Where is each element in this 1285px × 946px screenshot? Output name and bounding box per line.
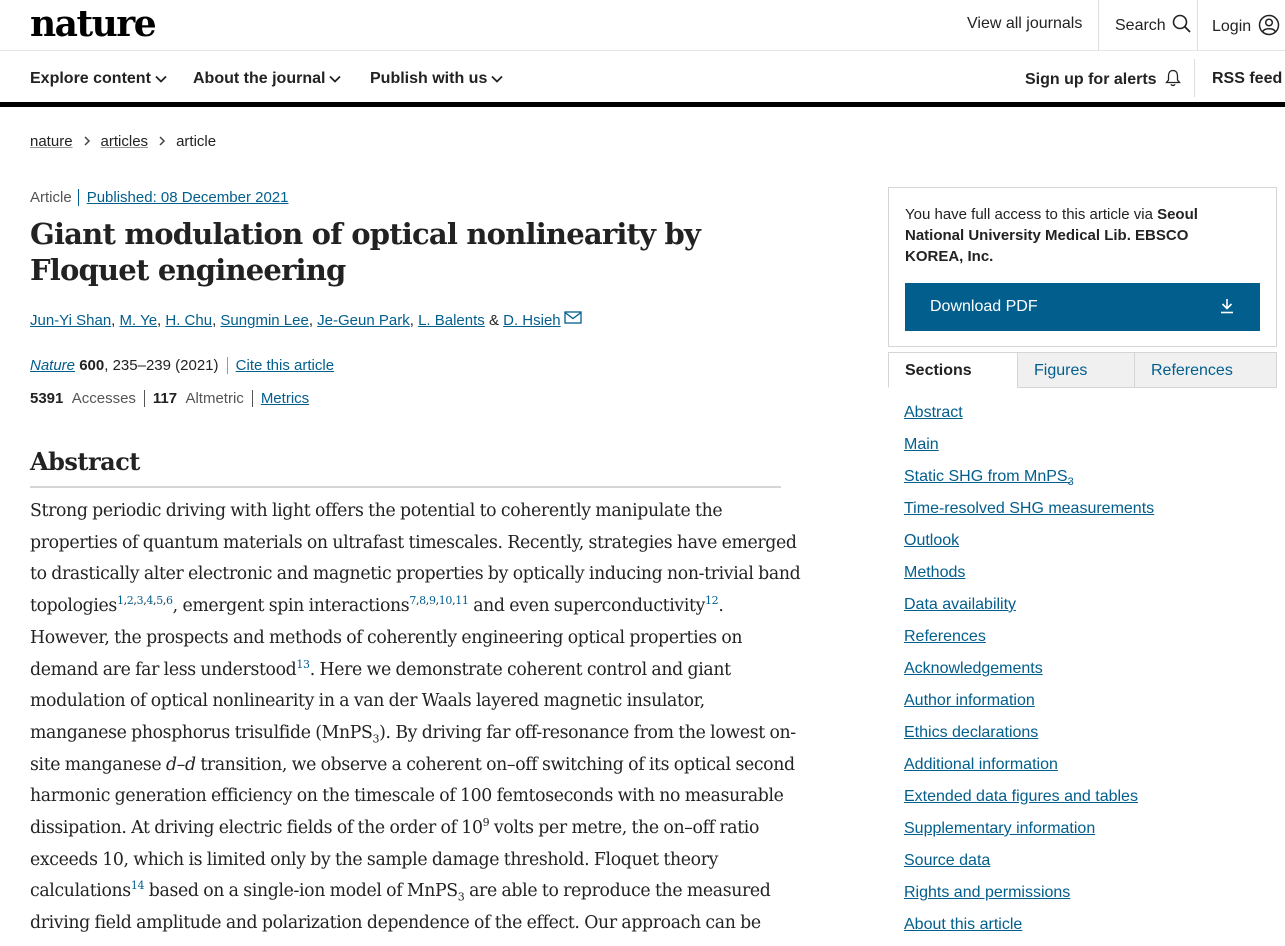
chevron-down-icon <box>155 75 167 83</box>
breadcrumb-articles[interactable]: articles <box>100 133 149 150</box>
reference-link[interactable]: 3 <box>136 594 144 608</box>
section-item <box>904 434 1154 466</box>
reference-link[interactable]: 12 <box>705 594 719 608</box>
chevron-right-icon <box>83 136 91 146</box>
breadcrumb <box>30 132 216 152</box>
abstract-line: site manganese d–d transition, we observe a coherent on–off switching of its optical second <box>30 754 795 775</box>
access-prefix: You have full access to this article via <box>905 206 1158 223</box>
journal-link[interactable]: Nature <box>30 357 76 374</box>
section-link-extended-data[interactable]: Extended data figures and tables <box>904 788 1138 805</box>
section-link-rights[interactable]: Rights and permissions <box>904 884 1071 901</box>
abstract-line: harmonic generation efficiency on the timescale of 100 femtoseconds with no measurable <box>30 786 784 807</box>
section-item <box>904 818 1154 850</box>
section-link-additional-info[interactable]: Additional information <box>904 756 1058 773</box>
abstract-text <box>30 496 801 940</box>
access-box <box>888 187 1277 347</box>
user-icon <box>1258 14 1280 36</box>
section-item <box>904 562 1154 594</box>
abstract-line: properties of quantum materials on ultrafast timescales. Recently, strategies have emerged <box>30 532 797 553</box>
download-pdf-button[interactable] <box>905 283 1260 331</box>
login-label: Login <box>1212 18 1252 35</box>
abstract-line: exceeds 10, which is limited only by the sample damage threshold. Floquet theory <box>30 849 719 870</box>
author-list: Jun-Yi Shan, M. Ye, H. Chu, Sungmin Lee, Je-Geun Park, L. Balents & D. Hsieh <box>30 311 582 331</box>
sign-up-alerts-link[interactable] <box>1025 69 1181 90</box>
abstract-line: modulation of optical nonlinearity in a van der Waals layered magnetic insulator, <box>30 691 705 712</box>
metrics-link[interactable]: Metrics <box>260 390 310 407</box>
section-item <box>904 498 1154 530</box>
cite-this-article-link[interactable]: Cite this article <box>227 357 334 374</box>
altmetric-count: 117 <box>152 390 178 407</box>
chevron-down-icon <box>491 75 503 83</box>
reference-link[interactable]: 13 <box>296 657 310 671</box>
download-icon <box>1220 298 1234 314</box>
section-item <box>904 530 1154 562</box>
accesses-label: Accesses <box>71 390 136 407</box>
section-link-outlook[interactable]: Outlook <box>904 532 960 549</box>
reference-link[interactable]: 4 <box>146 594 154 608</box>
chevron-right-icon <box>158 136 166 146</box>
section-link-main[interactable]: Main <box>904 436 939 453</box>
section-link-acknowledgements[interactable]: Acknowledgements <box>904 660 1043 677</box>
abstract-line: manganese phosphorus trisulfide (MnPS$_3$). By driving far off-resonance from the lowest on- <box>30 722 796 746</box>
section-item <box>904 722 1154 754</box>
author-link[interactable]: M. Ye <box>119 312 158 329</box>
reference-link[interactable]: 9 <box>428 594 436 608</box>
abstract-line: driving field amplitude and polarization dependence of the effect. Our approach can be <box>30 913 761 934</box>
sidebar-tabs <box>888 352 1277 388</box>
reference-link[interactable]: 11 <box>455 594 469 608</box>
author-link[interactable]: Je-Geun Park <box>317 312 410 329</box>
rss-feed-link[interactable]: RSS feed <box>1212 70 1283 87</box>
article-meta <box>30 188 288 208</box>
publish-with-us-menu[interactable] <box>370 69 503 89</box>
about-journal-label: About the journal <box>193 70 326 87</box>
abstract-line: calculations$^{14}$ based on a single-ion model of MnPS$_3$ are able to reproduce the measured <box>30 879 771 904</box>
section-link-methods[interactable]: Methods <box>904 564 966 581</box>
pages-year: , 235–239 (2021) <box>104 357 219 374</box>
chevron-down-icon <box>329 75 341 83</box>
divider <box>1098 0 1099 50</box>
article-title: Giant modulation of optical nonlinearity by Floquet engineering <box>30 217 701 287</box>
nature-logo[interactable]: nature <box>30 3 156 45</box>
section-item <box>904 466 1154 498</box>
reference-link[interactable]: 2 <box>126 594 134 608</box>
sections-list <box>904 402 1154 946</box>
abstract-line: However, the prospects and methods of coherently engineering optical properties on <box>30 627 743 648</box>
author-link[interactable]: L. Balents <box>418 312 485 329</box>
divider <box>1197 0 1198 50</box>
access-text <box>905 204 1245 267</box>
abstract-line: demand are far less understood$^{13}$. Here we demonstrate coherent control and giant <box>30 657 731 680</box>
main-nav <box>0 51 1285 107</box>
article-type: Article <box>30 189 72 206</box>
section-item <box>904 658 1154 690</box>
reference-link[interactable]: 1 <box>116 594 124 608</box>
tab-sections[interactable]: Sections <box>888 352 1018 388</box>
abstract-line: topologies$^{1,2,3,4,5,6}$, emergent spin interactions$^{7,8,9,10,11}$ and even superconductivity$^{12}$. <box>30 594 724 617</box>
section-link-author-information[interactable]: Author information <box>904 692 1035 709</box>
breadcrumb-article: article <box>176 133 217 150</box>
section-link-abstract[interactable]: Abstract <box>904 404 963 421</box>
login-button[interactable] <box>1212 14 1280 37</box>
explore-content-label: Explore content <box>30 70 151 87</box>
section-item <box>904 850 1154 882</box>
altmetric-label: Altmetric <box>185 390 244 407</box>
divider <box>1194 59 1195 97</box>
top-header <box>0 0 1285 51</box>
envelope-icon[interactable] <box>564 311 582 325</box>
tab-figures[interactable]: Figures <box>1017 352 1135 388</box>
section-link-supplementary[interactable]: Supplementary information <box>904 820 1096 837</box>
section-link-time-resolved[interactable]: Time-resolved SHG measurements <box>904 500 1155 517</box>
reference-link[interactable]: 8 <box>419 594 426 608</box>
section-item <box>904 690 1154 722</box>
reference-link[interactable]: 10 <box>438 594 453 608</box>
section-item <box>904 786 1154 818</box>
about-journal-menu[interactable] <box>193 69 341 89</box>
section-item <box>904 754 1154 786</box>
reference-link[interactable]: 5 <box>156 594 163 608</box>
section-link-about-article[interactable]: About this article <box>904 916 1023 933</box>
sign-up-alerts-label: Sign up for alerts <box>1025 71 1157 88</box>
section-link-ethics[interactable]: Ethics declarations <box>904 724 1039 741</box>
section-link-data-availability[interactable]: Data availability <box>904 596 1017 613</box>
published-date-link[interactable]: Published: 08 December 2021 <box>78 189 289 206</box>
abstract-heading: Abstract <box>30 446 781 488</box>
search-icon <box>1172 14 1192 34</box>
reference-link[interactable]: 6 <box>166 594 173 608</box>
section-link-static-shg[interactable]: Static SHG from MnPS$_3$ <box>904 468 1074 489</box>
bell-icon <box>1165 69 1181 87</box>
abstract-line: Strong periodic driving with light offers the potential to coherently manipulate the <box>30 501 723 521</box>
view-all-journals-link[interactable]: View all journals <box>967 15 1083 32</box>
section-item <box>904 626 1154 658</box>
author-link[interactable]: Sungmin Lee <box>220 312 309 329</box>
author-link[interactable]: Jun-Yi Shan <box>30 312 112 329</box>
accesses-count: 5391 <box>30 390 64 407</box>
download-pdf-label: Download PDF <box>930 298 1038 315</box>
metrics-line <box>30 389 309 409</box>
section-item <box>904 914 1154 946</box>
tab-references[interactable]: References <box>1134 352 1277 388</box>
section-link-references[interactable]: References <box>904 628 986 645</box>
search-label: Search <box>1115 17 1166 34</box>
section-item <box>904 402 1154 434</box>
institution-name: Seoul National University Medical Lib. EBSCO KOREA, Inc. <box>905 206 1198 265</box>
breadcrumb-nature[interactable]: nature <box>30 133 73 150</box>
abstract-line: to drastically alter electronic and magnetic properties by optically inducing non-trivial band <box>30 564 801 585</box>
search-button[interactable] <box>1115 14 1192 36</box>
author-link[interactable]: H. Chu <box>165 312 213 329</box>
section-item <box>904 594 1154 626</box>
volume: 600 <box>79 357 105 374</box>
section-link-source-data[interactable]: Source data <box>904 852 991 869</box>
reference-link[interactable]: 14 <box>130 879 145 893</box>
reference-link[interactable]: 7 <box>409 594 416 608</box>
citation-line <box>30 356 334 376</box>
section-item <box>904 882 1154 914</box>
publish-with-us-label: Publish with us <box>370 70 488 87</box>
author-link[interactable]: D. Hsieh <box>503 312 561 329</box>
explore-content-menu[interactable] <box>30 69 167 89</box>
abstract-line: dissipation. At driving electric fields of the order of $10^9$ volts per metre, the on–off ratio <box>30 816 760 839</box>
